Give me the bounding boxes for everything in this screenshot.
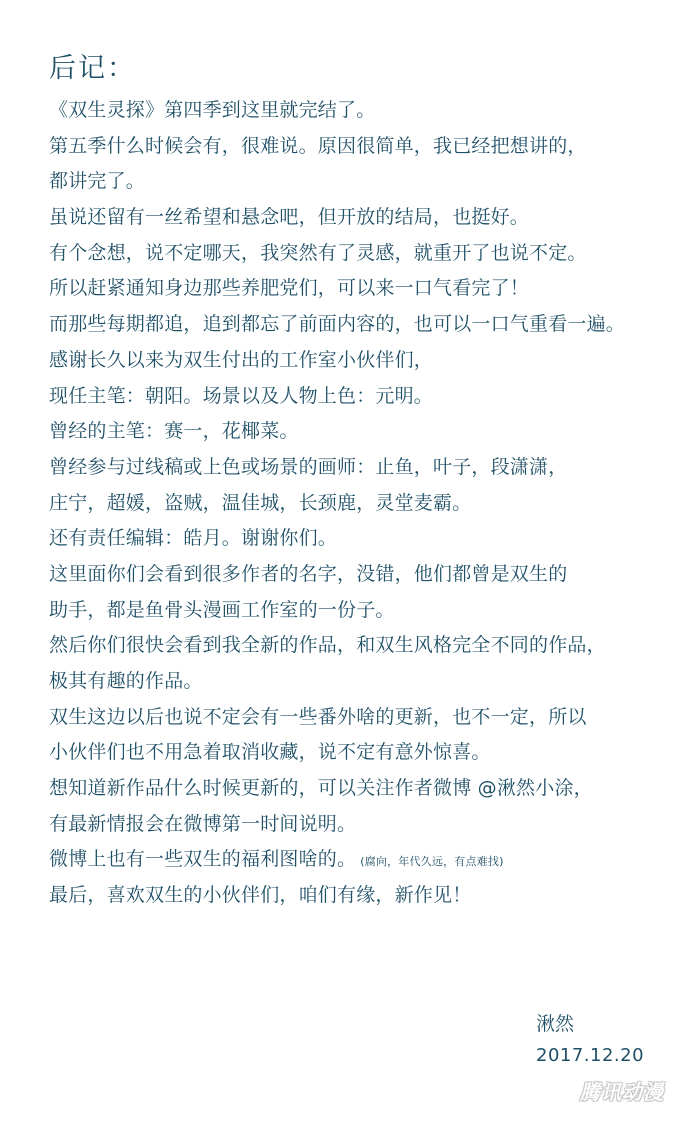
text-line: 现任主笔：朝阳。场景以及人物上色：元明。 xyxy=(49,384,434,407)
text-line: 虽说还留有一丝希望和悬念吧，但开放的结局，也挺好。 xyxy=(49,206,530,229)
text-line: 曾经参与过线稿或上色或场景的画师：止鱼，叶子，段潇潇， xyxy=(49,455,568,478)
text-line: 还有责任编辑：皓月。谢谢你们。 xyxy=(49,527,338,550)
text-line: 所以赶紧通知身边那些养肥党们，可以来一口气看完了！ xyxy=(49,277,530,300)
text-line: 然后你们很快会看到我全新的作品，和双生风格完全不同的作品， xyxy=(49,634,606,657)
afterword-title: 后记： xyxy=(49,53,136,84)
afterword-body xyxy=(49,93,689,914)
text-line: 有个念想，说不定哪天，我突然有了灵感，就重开了也说不定。 xyxy=(49,241,587,264)
welfare-line xyxy=(49,842,689,878)
author-signature: 湫然 xyxy=(536,1013,575,1035)
welfare-note: (腐向，年代久远，有点难找) xyxy=(360,855,504,869)
text-line: 想知道新作品什么时候更新的，可以关注作者微博 @湫然小涂， xyxy=(49,777,593,800)
text-line: 庄宁，超媛，盗贼，温佳城，长颈鹿，灵堂麦霸。 xyxy=(49,491,472,514)
text-line: 双生这边以后也说不定会有一些番外啥的更新，也不一定，所以 xyxy=(49,705,587,728)
site-watermark: 腾讯动漫 xyxy=(580,1080,664,1104)
text-line: 小伙伴们也不用急着取消收藏，说不定有意外惊喜。 xyxy=(49,741,491,764)
text-line: 《双生灵探》第四季到这里就完结了。 xyxy=(49,99,376,121)
welfare-text: 微博上也有一些双生的福利图啥的。 xyxy=(49,848,357,871)
text-line: 这里面你们会看到很多作者的名字，没错，他们都曾是双生的 xyxy=(49,562,568,585)
date-stamp: 2017.12.20 xyxy=(536,1045,645,1066)
text-line: 曾经的主笔：赛一，花椰菜。 xyxy=(49,420,299,443)
text-line: 感谢长久以来为双生付出的工作室小伙伴们， xyxy=(49,348,434,371)
text-line: 助手，都是鱼骨头漫画工作室的一份子。 xyxy=(49,598,395,621)
text-line: 都讲完了。 xyxy=(49,170,146,193)
text-line: 极其有趣的作品。 xyxy=(49,670,203,692)
closing-line: 最后，喜欢双生的小伙伴们，咱们有缘，新作见！ xyxy=(49,884,472,907)
text-line: 而那些每期都追，追到都忘了前面内容的，也可以一口气重看一遍。 xyxy=(49,313,626,336)
text-line: 有最新情报会在微博第一时间说明。 xyxy=(49,812,357,835)
text-line: 第五季什么时候会有，很难说。原因很简单，我已经把想讲的， xyxy=(49,134,587,157)
